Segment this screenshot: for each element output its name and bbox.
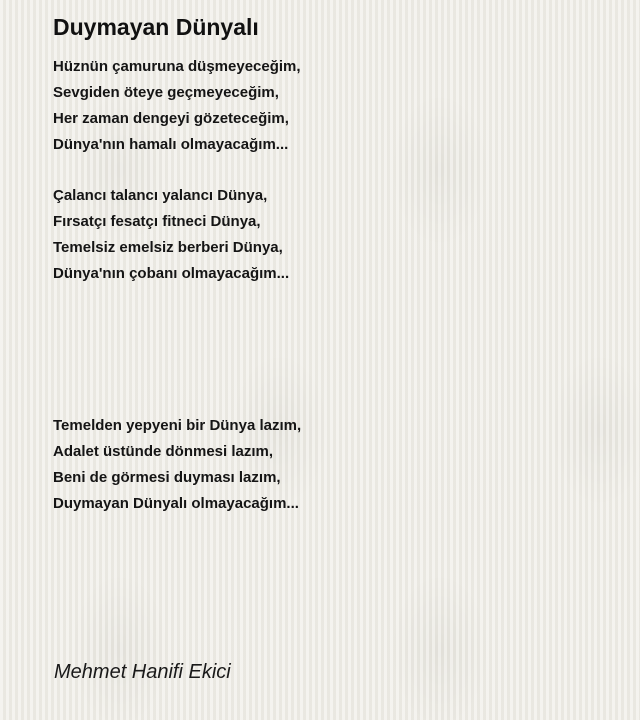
poem-author: Mehmet Hanifi Ekici [54, 661, 231, 683]
verse-line: Temelsiz emelsiz berberi Dünya, [53, 239, 283, 256]
stanza-2 [53, 183, 289, 287]
verse-line: Hüznün çamuruna düşmeyeceğim, [53, 58, 301, 75]
stanza-1 [53, 54, 301, 158]
verse-line: Çalancı talancı yalancı Dünya, [53, 187, 268, 204]
verse-line: Dünya'nın çobanı olmayacağım... [53, 265, 290, 282]
verse-line: Duymayan Dünyalı olmayacağım... [53, 495, 299, 512]
verse-line: Beni de görmesi duyması lazım, [53, 469, 281, 486]
stanza-3 [53, 413, 301, 517]
verse-line: Fırsatçı fesatçı fitneci Dünya, [53, 213, 261, 230]
verse-line: Sevgiden öteye geçmeyeceğim, [53, 84, 279, 101]
verse-line: Dünya'nın hamalı olmayacağım... [53, 136, 289, 153]
verse-line: Her zaman dengeyi gözeteceğim, [53, 110, 289, 127]
verse-line: Adalet üstünde dönmesi lazım, [53, 443, 274, 460]
verse-line: Temelden yepyeni bir Dünya lazım, [53, 417, 302, 434]
poem-title: Duymayan Dünyalı [53, 14, 259, 40]
